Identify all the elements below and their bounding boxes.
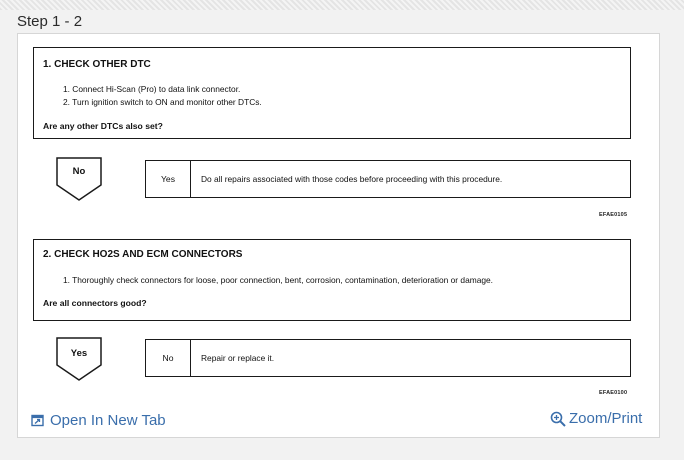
section-1-pentagon-label: No: [72, 166, 86, 177]
section-2-question: Are all connectors good?: [43, 298, 147, 308]
procedure-figure: [33, 47, 633, 402]
open-in-new-tab-label: Open In New Tab: [50, 412, 166, 429]
section-1-figure-code: EFAE0105: [599, 212, 628, 218]
section-1-step-1: 1. Connect Hi-Scan (Pro) to data link connector.: [63, 84, 241, 94]
section-1-question: Are any other DTCs also set?: [43, 121, 163, 131]
open-in-new-tab-link[interactable]: [31, 412, 166, 429]
zoom-print-label: Zoom/Print: [569, 410, 643, 427]
section-1-step-2: 2. Turn ignition switch to ON and monitor other DTCs.: [63, 97, 262, 107]
pentagon-shape: [56, 337, 102, 381]
section-1-no-pentagon: [56, 157, 102, 201]
section-2-step-1: 1. Thoroughly check connectors for loose, poor connection, bent, corrosion, contamination, deterioration or damage.: [63, 275, 494, 285]
section-2-figure-code: EFAE0100: [599, 390, 628, 396]
section-2-answer-text: Repair or replace it.: [201, 353, 275, 363]
section-1-answer-text: Do all repairs associated with those codes before proceeding with this procedure.: [201, 174, 503, 184]
section-2-answer-box: [145, 339, 631, 377]
section-2-yes-pentagon: [56, 337, 102, 381]
step-title: Step 1 - 2: [17, 13, 83, 30]
section-1-answer-key: Yes: [146, 161, 191, 197]
top-band: [0, 0, 684, 10]
zoom-print-link[interactable]: [550, 410, 642, 427]
section-1-title: 1. CHECK OTHER DTC: [43, 59, 151, 70]
open-new-tab-icon: [31, 414, 44, 427]
section-2-answer-key: No: [146, 340, 191, 376]
pentagon-shape: [56, 157, 102, 201]
zoom-magnifier-icon: [550, 411, 566, 427]
section-2-title: 2. CHECK HO2S AND ECM CONNECTORS: [43, 249, 243, 260]
section-1-answer-box: [145, 160, 631, 198]
section-2-pentagon-label: Yes: [70, 348, 88, 359]
